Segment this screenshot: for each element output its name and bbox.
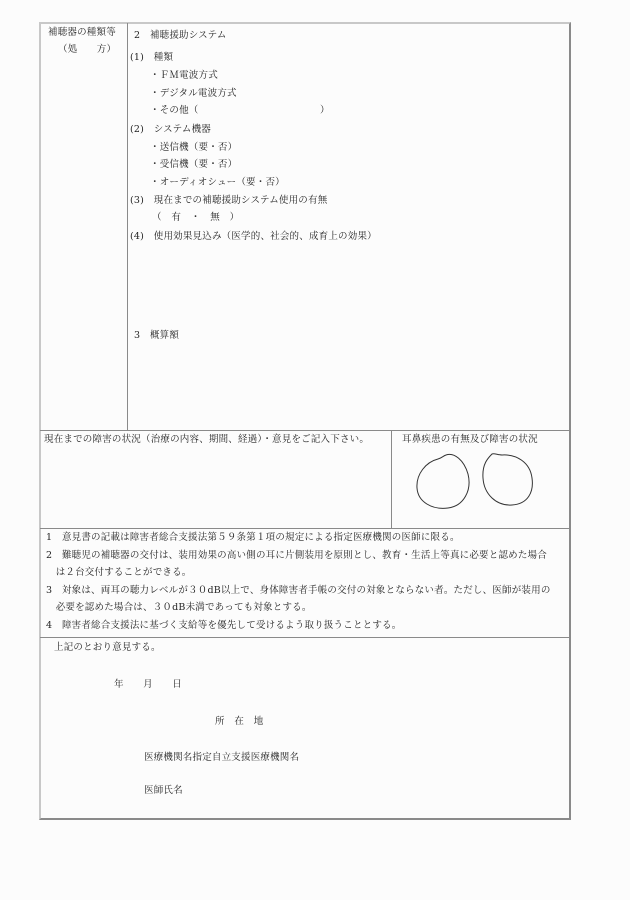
note-4: 4 障害者総合支援法に基づく支給等を優先して受けるよう取り扱うこととする。 bbox=[46, 620, 402, 631]
section2-sub1-item-other: ・その他（ bbox=[150, 105, 199, 116]
ent-label: 耳鼻疾患の有無及び障害の状況 bbox=[402, 434, 538, 445]
signature-doctor-label: 医師氏名 bbox=[144, 785, 183, 796]
row1-divider bbox=[40, 430, 570, 431]
left-column-divider bbox=[127, 23, 128, 430]
section2-sub2-item-receiver: ・受信機（要・否） bbox=[150, 159, 238, 170]
row2-bottom-divider bbox=[40, 528, 570, 529]
signature-institution-label: 医療機関名指定自立支援医療機関名 bbox=[144, 752, 300, 763]
note-2-cont: は２台交付することができる。 bbox=[46, 567, 192, 578]
history-label: 現在までの障害の状況（治療の内容、期間、経過）・意見をご記入下さい。 bbox=[44, 434, 370, 445]
left-header-title: 補聴器の種類等 bbox=[48, 27, 116, 38]
section2-sub2-item-audioshoe: ・オーディオシュー（要・否） bbox=[150, 177, 285, 188]
section2-sub3-options: （ 有 ・ 無 ） bbox=[152, 212, 240, 223]
notes-bottom-divider bbox=[40, 637, 570, 638]
ears-outline-icon bbox=[412, 450, 542, 515]
section2-title: 2 補聴援助システム bbox=[134, 30, 227, 41]
signature-address-label: 所 在 地 bbox=[215, 716, 264, 727]
note-1: 1 意見書の記載は障害者総合支援法第５９条第１項の規定による指定医療機関の医師に限る。 bbox=[46, 532, 460, 543]
section3-title: 3 概算額 bbox=[134, 330, 180, 341]
left-header-subtitle: （処 方） bbox=[58, 44, 117, 55]
note-2: 2 難聴児の補聴器の交付は、装用効果の高い側の耳に片側装用を原則とし、教育・生活上等真に必要と認めた場合 bbox=[46, 550, 547, 561]
section2-sub2-item-transmitter: ・送信機（要・否） bbox=[150, 142, 238, 153]
row2-divider bbox=[391, 431, 392, 528]
section2-sub4-label: (4) 使用効果見込み（医学的、社会的、成育上の効果） bbox=[130, 231, 377, 242]
section2-sub1-item-digital: ・デジタル電波方式 bbox=[150, 88, 237, 99]
section2-sub1-item-fm: ・ＦＭ電波方式 bbox=[150, 70, 218, 81]
note-3-cont: 必要を認めた場合は、３０dB未満であっても対象とする。 bbox=[46, 602, 312, 613]
section2-sub1-label: (1) 種類 bbox=[130, 52, 174, 63]
ear-diagram bbox=[412, 450, 542, 515]
form-outer-border bbox=[39, 22, 571, 820]
note-3: 3 対象は、両耳の聴力レベルが３０dB以上で、身体障害者手帳の交付の対象とならない者。ただし、医師が装用の bbox=[46, 585, 551, 596]
section2-sub2-label: (2) システム機器 bbox=[130, 124, 212, 135]
signature-statement: 上記のとおり意見する。 bbox=[54, 642, 161, 653]
signature-date: 年 月 日 bbox=[114, 679, 182, 690]
section2-sub1-item-other-close: ） bbox=[320, 105, 330, 116]
section2-sub3-label: (3) 現在までの補聴援助システム使用の有無 bbox=[130, 195, 328, 206]
